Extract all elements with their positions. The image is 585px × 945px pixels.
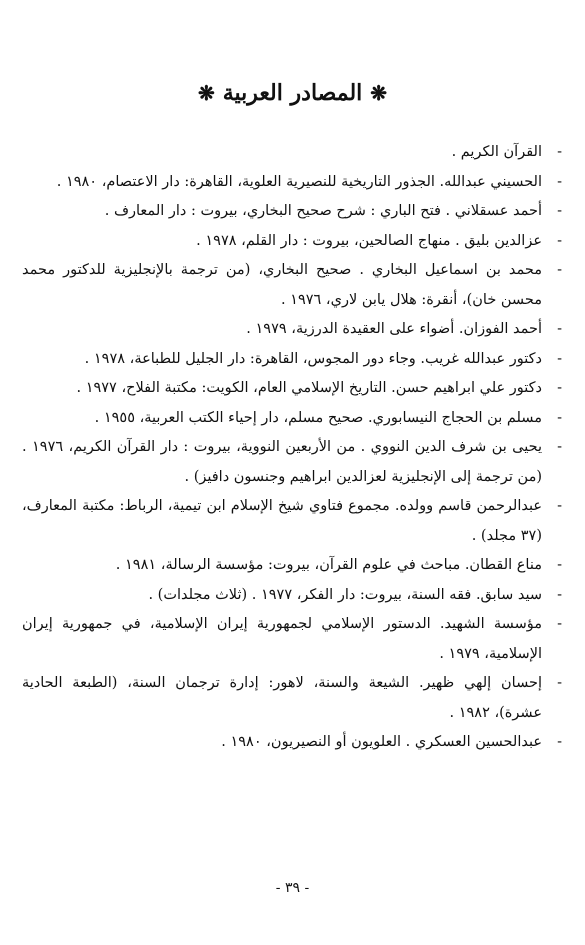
- page-number: - ٣٩ -: [275, 880, 310, 896]
- bullet-dash: -: [557, 557, 562, 573]
- entry-text: القرآن الكريم .: [451, 144, 542, 160]
- bibliography-entry: [22, 256, 562, 315]
- bibliography-entry: [22, 669, 562, 728]
- entry-text: عبدالحسين العسكري . العلويون أو النصيريون، ١٩٨٠ .: [221, 734, 542, 750]
- entry-text: أحمد عسقلاني . فتح الباري : شرح صحيح البخاري، بيروت : دار المعارف .: [104, 203, 542, 219]
- entry-text: عزالدين بليق . منهاج الصالحين، بيروت : دار القلم، ١٩٧٨ .: [196, 232, 542, 249]
- asterisk-ornament-icon: ❋: [370, 81, 388, 105]
- bibliography-entry: [22, 551, 562, 581]
- entry-text: دكتور عبدالله غريب. وجاء دور المجوس، القاهرة: دار الجليل للطباعة، ١٩٧٨ .: [84, 350, 542, 367]
- bullet-dash: -: [557, 262, 562, 278]
- bibliography-entry: [22, 374, 562, 404]
- bibliography-entry: [22, 168, 562, 198]
- bibliography-entry: [22, 197, 562, 227]
- bullet-dash: -: [557, 439, 562, 455]
- entry-text: مسلم بن الحجاج النيسابوري. صحيح مسلم، دار إحياء الكتب العربية، ١٩٥٥ .: [94, 409, 542, 426]
- bullet-dash: -: [557, 350, 562, 367]
- entry-text: سيد سابق. فقه السنة، بيروت: دار الفكر، ١٩٧٧ . (ثلاث مجلدات) .: [148, 586, 542, 603]
- bullet-dash: -: [557, 144, 562, 160]
- entry-text: مناع القطان. مباحث في علوم القرآن، بيروت: مؤسسة الرسالة، ١٩٨١ .: [115, 557, 542, 573]
- bibliography-entry: [22, 138, 562, 168]
- bullet-dash: -: [557, 498, 562, 514]
- entry-text: مؤسسة الشهيد. الدستور الإسلامي لجمهورية إيران الإسلامية، في جمهورية إيران الإسلامية، ١٩٧٩ .: [22, 616, 542, 662]
- bibliography-entry: [22, 227, 562, 257]
- entry-text: أحمد الفوزان. أضواء على العقيدة الدرزية، ١٩٧٩ .: [246, 321, 542, 337]
- bullet-dash: -: [557, 586, 562, 603]
- bullet-dash: -: [557, 173, 562, 190]
- section-heading: [0, 80, 585, 106]
- entry-text: الحسيني عبدالله. الجذور التاريخية للنصيرية العلوية، القاهرة: دار الاعتصام، ١٩٨٠ .: [56, 173, 542, 190]
- entry-text: دكتور علي ابراهيم حسن. التاريخ الإسلامي العام، الكويت: مكتبة الفلاح، ١٩٧٧ .: [76, 380, 542, 396]
- asterisk-ornament-icon: ❋: [197, 81, 215, 105]
- bibliography-entry: [22, 433, 562, 492]
- bullet-dash: -: [557, 203, 562, 219]
- bibliography-list: [22, 138, 562, 758]
- bibliography-entry: [22, 345, 562, 375]
- entry-text: عبدالرحمن قاسم وولده. مجموع فتاوي شيخ الإسلام ابن تيمية، الرباط: مكتبة المعارف، (٣٧ مجلد) .: [22, 498, 542, 544]
- entry-text: محمد بن اسماعيل البخاري . صحيح البخاري، (من ترجمة بالإنجليزية للدكتور محمد محسن خان)، أنقرة: هلال يابن لاري، ١٩٧٦ .: [22, 262, 542, 308]
- heading-title: المصادر العربية: [222, 80, 363, 106]
- bullet-dash: -: [557, 380, 562, 396]
- bullet-dash: -: [557, 321, 562, 337]
- bullet-dash: -: [557, 409, 562, 426]
- entry-text: يحيى بن شرف الدين النووي . من الأربعين النووية، بيروت : دار القرآن الكريم، ١٩٧٦ . (من ترجمة إلى الإنجليزية لعزالدين ابراهيم وجنسون دافيز) .: [22, 439, 543, 485]
- bibliography-entry: [22, 492, 562, 551]
- bibliography-entry: [22, 581, 562, 611]
- entry-text: إحسان إلهي ظهير. الشيعة والسنة، لاهور: إدارة ترجمان السنة، (الطبعة الحادية عشرة)، ١٩٨٢ .: [22, 675, 542, 721]
- bullet-dash: -: [557, 675, 562, 691]
- bullet-dash: -: [557, 734, 562, 750]
- bibliography-entry: [22, 404, 562, 434]
- bibliography-entry: [22, 315, 562, 345]
- bullet-dash: -: [557, 232, 562, 249]
- bibliography-entry: [22, 728, 562, 758]
- bullet-dash: -: [557, 616, 562, 632]
- bibliography-entry: [22, 610, 562, 669]
